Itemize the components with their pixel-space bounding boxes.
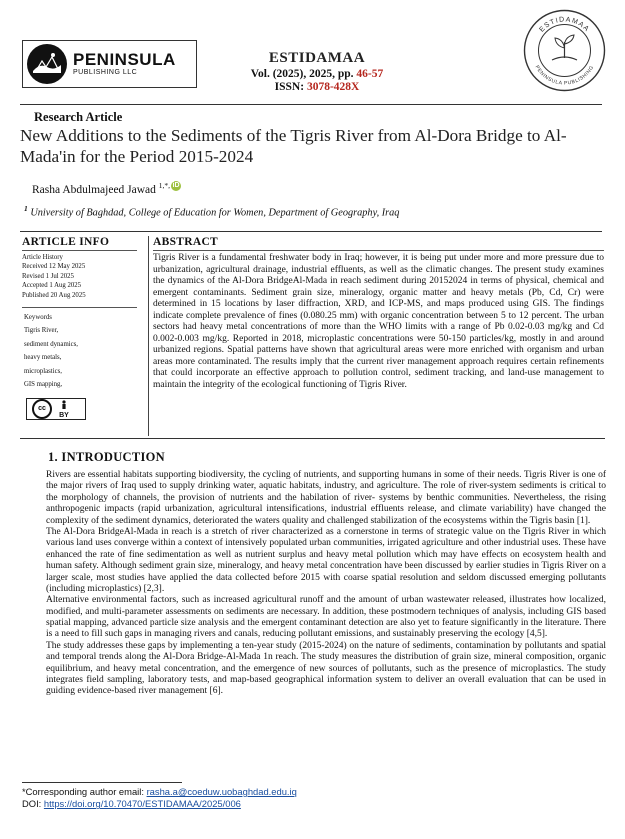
journal-info bbox=[232, 50, 402, 95]
abstract-rule bbox=[153, 250, 604, 251]
keyword-item: GIS mapping, bbox=[24, 381, 63, 389]
published-date: Published 20 Aug 2025 bbox=[22, 291, 86, 299]
keyword-item: Tigris River, bbox=[24, 327, 59, 335]
affiliation-number: 1 bbox=[24, 204, 28, 213]
cc-icon: cc bbox=[32, 399, 52, 419]
author-superscript: 1,*, bbox=[158, 181, 171, 190]
paragraph: Alternative environmental factors, such as increased agricultural runoff and the amount of urban wastewater released, illustrates how localized, modified, and multi-parameter assessments on sediments are necessary. In addition, these postmodern techniques of analysis, including GIS based spatial mapping, advanced particle size analysis and the emergent contaminant detection are also yet to feature significantly in the literature. There is a need to fill such gaps in managing rivers and canals, reducing pollutant emissions, and sustainably preserving the ecology [4,5]. bbox=[46, 595, 606, 640]
article-type: Research Article bbox=[34, 110, 123, 124]
section-rule bbox=[20, 438, 605, 439]
doi-label: DOI: bbox=[22, 798, 42, 810]
footnote bbox=[22, 786, 297, 810]
publisher-subname: PUBLISHING LLC bbox=[73, 69, 138, 77]
keyword-item: microplastics, bbox=[24, 367, 62, 375]
abstract-heading: ABSTRACT bbox=[153, 236, 219, 248]
column-divider bbox=[148, 236, 149, 436]
history-label: Article History bbox=[22, 254, 63, 261]
affiliation-text: University of Baghdad, College of Education for Women, Department of Geography, Iraq bbox=[30, 207, 400, 219]
issn-value: 3078-428X bbox=[306, 81, 360, 94]
article-info-heading: ARTICLE INFO bbox=[22, 236, 110, 248]
journal-volume: Vol. (2025), 2025, pp. bbox=[250, 67, 354, 80]
publisher-emblem-icon bbox=[27, 44, 67, 84]
introduction-heading: 1. INTRODUCTION bbox=[48, 450, 166, 464]
journal-pages: 46-57 bbox=[356, 67, 384, 80]
svg-text:PENINSULA PUBLISHING: PENINSULA PUBLISHING bbox=[533, 64, 596, 87]
keyword-item: heavy metals, bbox=[24, 354, 62, 362]
doi-link[interactable]: https://doi.org/10.70470/ESTIDAMAA/2025/006 bbox=[43, 798, 241, 810]
orcid-icon[interactable]: iD bbox=[172, 182, 180, 189]
header-rule bbox=[20, 104, 602, 105]
paragraph: Rivers are essential habitats supporting biodiversity, the cycling of nutrients, and supporting humans in some of their needs. Tigris River is one of the major rivers of Iraq used to supply drinking water, aquatic habitats, industry, and agriculture. The role of river-system sediments is critical to the morphology of channels, the provision of nutrients and the habilation of river- systems by benthic communities. Nevertheless, the rising anthropogenic impacts (rapid urbanization, agricultural intensifications, industrial effluents release, and climate variability) have changed the complexity of the sediment dynamics, deteriorated the waters quality and challenged stabilization of the ecosystems within the Tigris basin [1]. bbox=[46, 470, 606, 526]
section-rule bbox=[20, 231, 602, 232]
affiliation bbox=[24, 204, 399, 218]
received-date: Received 12 May 2025 bbox=[22, 263, 86, 271]
keywords bbox=[24, 311, 78, 392]
corresponding-label: *Corresponding author email: bbox=[22, 786, 144, 797]
by-label: BY bbox=[59, 411, 69, 419]
article-history bbox=[22, 253, 86, 300]
publisher-name: PENINSULA bbox=[73, 50, 176, 70]
paragraph: The Al-Dora BridgeAl-Mada in reach is a stretch of river characterized as a cornerstone in terms of strategic value on the Tigris River in which various land uses converge within a context of intensively populated urban communities, irrigated agriculture and other industrial uses. These have enhanced the rate of fine sedimentation as well as nutrient surplus and heavy metal pollution which may have effects on ecosystem health and human safety. Although sediment grain size, mineralogy, and heavy metal concentration have been discussed by earlier studies in Tigris River on a larger scale, most studies have applied the data collected before 2015 with coarse spatial resolution and seldom discussed emerging pollutants (including microplastics) [2,3]. bbox=[46, 526, 606, 594]
journal-name: ESTIDAMAA bbox=[268, 50, 366, 66]
keyword-item: sediment dynamics, bbox=[24, 340, 78, 348]
author-name: Rasha Abdulmajeed Jawad bbox=[32, 183, 156, 196]
by-icon bbox=[58, 400, 70, 419]
issn-label: ISSN: bbox=[274, 81, 305, 94]
journal-seal-logo bbox=[522, 8, 607, 93]
paragraph: The study addresses these gaps by implementing a ten-year study (2015-2024) on the nature of sediments, contamination by pollutants and spatial and temporal trends along the Al-Dora Bridge-Al-Mada 1n reach. The study measures the distribution of grain size, mineral composition, organic equilibrium, and heavy metal concentration, and the emergence of new sources of pollutants, such as the presence of microplastics. The study integrates field sampling, laboratory tests, and map-based geographical information system to deliver an overall evaluation that can be used in guiding evidence-based river management [6]. bbox=[46, 640, 606, 697]
article-info-rule bbox=[22, 250, 137, 251]
publisher-logo bbox=[22, 40, 197, 88]
accepted-date: Accepted 1 Aug 2025 bbox=[22, 282, 82, 290]
article-title: New Additions to the Sediments of the Tigris River from Al-Dora Bridge to Al-Mada'in for the Period 2015-2024 bbox=[20, 126, 567, 166]
keywords-rule bbox=[22, 307, 137, 308]
footnote-rule bbox=[22, 782, 182, 783]
author-line bbox=[32, 181, 181, 196]
author-email-link[interactable]: rasha.a@coeduw.uobaghdad.edu.iq bbox=[146, 786, 297, 797]
introduction-body bbox=[46, 470, 606, 698]
cc-by-license-icon[interactable] bbox=[26, 398, 86, 420]
revised-date: Revised 1 Jul 2025 bbox=[22, 272, 74, 280]
svg-text:ESTIDAMAA: ESTIDAMAA bbox=[538, 16, 591, 34]
abstract-text: Tigris River is a fundamental freshwater body in Iraq; however, it is being put under more and more pressure due to urbanization, agricultural drainage, industrial effluents, as well as the climatic changes. The present study examines the dynamics of the Al-Dora BridgeAl-Mada in reach sediment during 20152024 in terms of physical, chemical and emergent contaminants. Sediment grain size, mineralogy, organic matter and heavy metals (Pb, Cd, Cr) were determined in 15 locations by laser diffraction, XRD, and ICP-MS, and maps produced using GIS. The findings indicate complete prevalence of fines (0.080.25 mm) with organic concentration between 5 to 12 percent. The urban sectors had heavy metal concentrations of more than the WHO limits with a range of Pb 0.02-0.03 mg/kg and Cd 0.002-0.003 mg/kg. Reported in 2018, microplastic concentrations were 50-150 particles/kg, mostly in and around urbanized regions. Spatial patterns have shown that agricultural areas were more enriched with organism and urban areas more contaminated. The results imply that the current river management approach requires certain refinements that could incorporate an effective approach to pollution control, sediment tracking, and land-use management to maintain the integrity of the ecological functioning of Tigris River. bbox=[153, 253, 604, 390]
keywords-label: Keywords bbox=[24, 314, 52, 321]
